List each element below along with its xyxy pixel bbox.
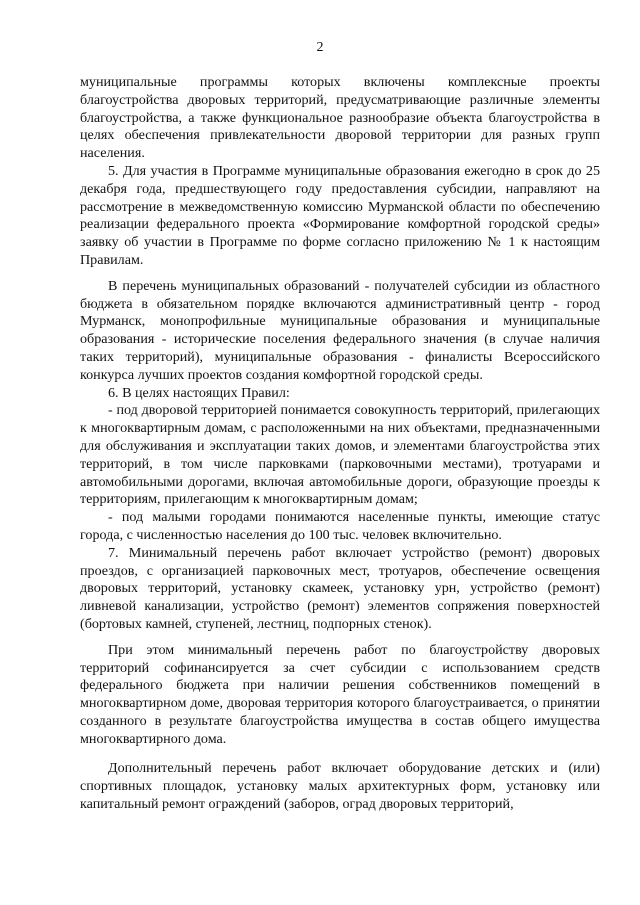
paragraph-recipients-list: В перечень муниципальных образований - получателей субсидии из областного бюджета в обязательном порядке включаются административный центр - город Мурманск, монопрофильные муниципальные образования и муниципальные образования - исторические поселения федерального значения (в случае наличия таких территорий), муниципальные образования - финалисты Всероссийского конкурса лучших проектов создания комфортной городской среды. — [80, 277, 600, 383]
paragraph-cofinancing: При этом минимальный перечень работ по благоустройству дворовых территорий софинансируется за счет субсидии с использованием средств федерального бюджета при наличии решения собственников помещений в многоквартирном доме, дворовая территория которого благоустраивается, о принятии созданного в результате благоустройства имущества в состав общего имущества многоквартирного дома. — [80, 641, 600, 747]
paragraph-clause-5: 5. Для участия в Программе муниципальные образования ежегодно в срок до 25 декабря года, предшествующего году предоставления субсидии, направляют на рассмотрение в межведомственную комиссию Мурманской области по обеспечению реализации федерального проекта «Формирование комфортной городской среды» заявку об участии в Программе по форме согласно приложению № 1 к настоящим Правилам. — [80, 162, 600, 268]
paragraph-clause-6: 6. В целях настоящих Правил: — [108, 384, 290, 401]
paragraph-definition-small-towns: - под малыми городами понимаются населенные пункты, имеющие статус города, с численностью населения до 100 тыс. человек включительно. — [80, 509, 600, 543]
document-body — [80, 74, 600, 814]
paragraph-clause-7: 7. Минимальный перечень работ включает устройство (ремонт) дворовых проездов, с организацией парковочных мест, тротуаров, обеспечение освещения дворовых территорий, установку скамеек, установку урн, устройство (ремонт) ливневой канализации, устройство (ремонт) элементов сопряжения поверхностей (бортовых камней, ступеней, лестниц, подпорных стенок). — [80, 544, 600, 632]
paragraph-continuation: муниципальные программы которых включены комплексные проекты благоустройства дворовых территорий, предусматривающие различные элементы благоустройства, а также функциональное разнообразие объекта благоустройства в целях обеспечения привлекательности дворовой территории для разных групп населения. — [80, 74, 600, 162]
paragraph-additional-works: Дополнительный перечень работ включает оборудование детских и (или) спортивных площадок, установку малых архитектурных форм, установку или капитальный ремонт ограждений (заборов, оград дворовых территорий, — [80, 760, 600, 813]
paragraph-definition-courtyard: - под дворовой территорией понимается совокупность территорий, прилегающих к многоквартирным домам, с расположенными на них объектами, предназначенными для обслуживания и эксплуатации таких домов, и элементами благоустройства этих территорий, в том числе парковками (парковочными местами), тротуарами и автомобильными дорогами, включая автомобильные дороги, образующие проезды к территориям, прилегающим к многоквартирным домам; — [80, 402, 600, 508]
page-number: 2 — [316, 40, 324, 55]
